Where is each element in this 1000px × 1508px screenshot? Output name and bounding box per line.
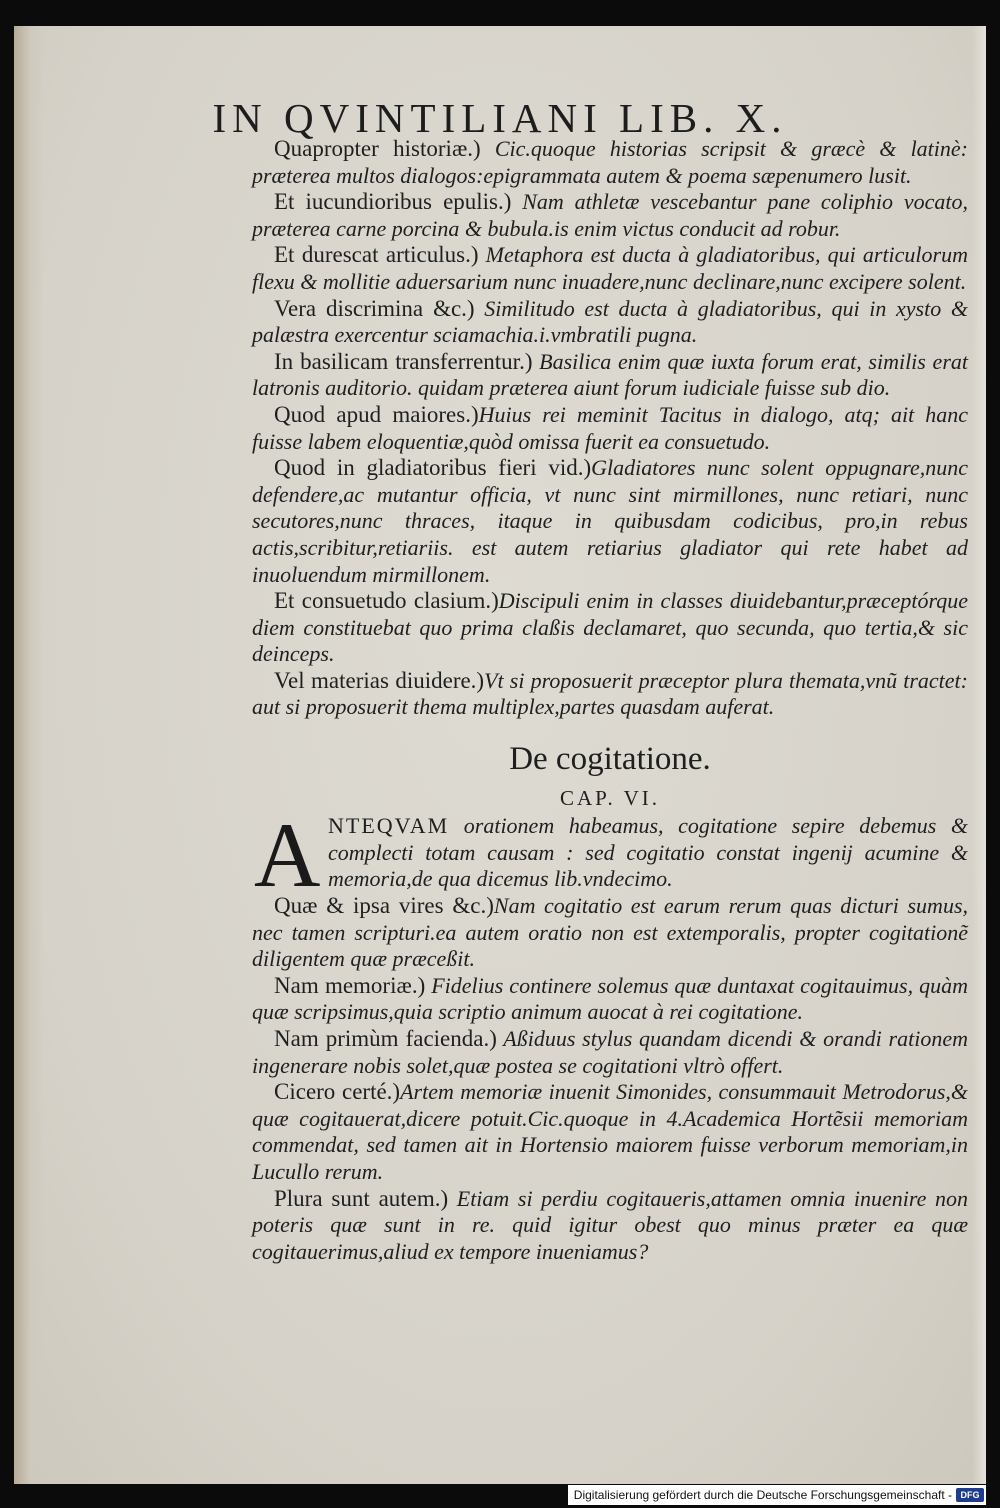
funding-note: Digitalisierung gefördert durch die Deutsche Forschungsgemeinschaft - (573, 1488, 952, 1502)
commentary-entry (252, 668, 968, 721)
commentary-entry (252, 1026, 968, 1079)
digitization-banner (568, 1485, 986, 1505)
entry-lemma: Et durescat articulus.) (274, 242, 479, 268)
entry-gloss: Similitudo est ducta à gladiatoribus, qui in xysto & palæstra exercentur sciamachia.i.vmbratili pugna. (252, 295, 968, 348)
commentary-entry (252, 136, 968, 189)
entry-lemma: Quod in gladiatoribus fieri vid.) (274, 455, 592, 481)
entry-lemma: Nam memoriæ.) (274, 972, 426, 998)
entry-lemma: Vel materias diuidere.) (274, 667, 485, 693)
opening-text: orationem habeamus, cogitatione sepire debemus & complecti totam causam : sed cogitatio constat ingenij acumine & memoria,de qua dicemus lib.vndecimo. (328, 813, 968, 892)
entry-gloss: Artem memoriæ inuenit Simonides, consummauit Metrodorus,& quæ cogitauerat,dicere potuit.Cic.quoque in 4.Academica Hortẽsii memoriam commendat, sed tamen ait in Hortensio maiorem fuisse verborum memoriam,in Lucullo rerum. (252, 1079, 968, 1184)
entry-lemma: Cicero certé.) (274, 1079, 401, 1105)
entry-gloss: Gladiatores nunc solent oppugnare,nunc defendere,ac mutantur officia, vt nunc sint mirmillones, nunc retiari, nunc secutores,nunc thraces, itaque in quibusdam codicibus, pro,in rebus actis,scribitur,retiariis. est autem retiarius gladiator qui rete habet ad inuoluendum mirmillonem. (252, 455, 968, 587)
entry-gloss: Aßiduus stylus quandam dicendi & orandi rationem ingenerare nobis solet,quæ postea se cogitationi vltrò offert. (252, 1026, 968, 1078)
chapter-title: CAP. VI. (559, 786, 661, 811)
entry-gloss: Nam cogitatio est earum rerum quas dicturi sumus, nec tamen scripturi.ea autem oratio non est extemporalis, propter cogitationẽ diligentem quæ præceßit. (252, 893, 968, 972)
entry-lemma: Nam primùm facienda.) (274, 1026, 497, 1052)
running-head: IN QVINTILIANI LIB. X. (212, 95, 788, 141)
entry-lemma: Et iucundioribus epulis.) (274, 189, 512, 215)
binding-shadow (14, 26, 44, 1484)
entry-lemma: Quod apud maiores.) (274, 401, 479, 427)
commentary-entry (252, 1079, 968, 1185)
entry-lemma: Quapropter historiæ.) (274, 136, 481, 161)
commentary-entry (252, 455, 968, 588)
commentary-entry (252, 189, 968, 242)
section-title: De cogitatione. (509, 741, 711, 778)
drop-cap: A (254, 804, 321, 907)
entry-gloss: Metaphora est ducta à gladiatoribus, qui articulorum flexu & mollitie aduersarium nunc inuadere,nunc declinare,nunc excipere solent. (252, 242, 968, 294)
entry-lemma: Vera discrimina &c.) (274, 295, 475, 321)
entry-lemma: Quæ & ipsa vires &c.) (274, 893, 494, 919)
commentary-text (252, 136, 968, 1265)
dfg-logo-icon: DFG (956, 1488, 984, 1502)
opening-smallcaps: NTEQVAM (328, 813, 450, 839)
commentary-entry (252, 402, 968, 455)
commentary-entries-part1 (252, 136, 968, 721)
entry-gloss: Cic.quoque historias scripsit & græcè & latinè: præterea multos dialogos:epigrammata autem & poema sæpenumero lusit. (252, 136, 969, 188)
entry-gloss: Basilica enim quæ iuxta forum erat, similis erat latronis auditorio. quidam præterea aiunt forum iudiciale fuisse sub dio. (252, 348, 968, 401)
commentary-entry (252, 893, 968, 973)
page-edge (972, 26, 986, 1484)
commentary-entry (252, 349, 968, 402)
commentary-entry (252, 296, 968, 349)
entry-gloss: Fidelius continere solemus quæ duntaxat cogitauimus, quàm quæ scripsimus,quia scriptio animum auocat à rei cogitatione. (252, 972, 968, 1025)
entry-lemma: In basilicam transferrentur.) (274, 348, 533, 374)
entry-gloss: Etiam si perdiu cogitaueris,attamen omnia inuenire non poteris quæ sunt in re. quid igitur obest quo minus præter ea quæ cogitauerimus,aliud ex tempore inueniamus? (252, 1185, 968, 1264)
commentary-entry (252, 1186, 968, 1266)
commentary-entry (252, 242, 968, 295)
entry-gloss: Nam athletæ vescebantur pane coliphio vocato, præterea carne porcina & bubula.is enim victus conducit ad robur. (252, 189, 968, 241)
entry-gloss: Discipuli enim in classes diuidebantur,præceptórque diem constituebat quo prima claßis declamaret, quo secunda, quo tertia,& sic deinceps. (252, 588, 968, 667)
entry-lemma: Et consuetudo clasium.) (274, 588, 499, 614)
entry-lemma: Plura sunt autem.) (274, 1185, 449, 1211)
commentary-entry (252, 973, 968, 1026)
commentary-entry (252, 588, 968, 668)
commentary-entries-part2 (252, 893, 968, 1265)
entry-gloss: Huius rei meminit Tacitus in dialogo, atq; ait hanc fuisse labem eloquentiæ,quòd omissa fuerit ea consuetudo. (252, 401, 968, 454)
entry-gloss: Vt si proposuerit præceptor plura themata,vnũ tractet: aut si proposuerit thema multiplex,partes quasdam auferat. (252, 667, 968, 720)
book-page (14, 26, 986, 1484)
